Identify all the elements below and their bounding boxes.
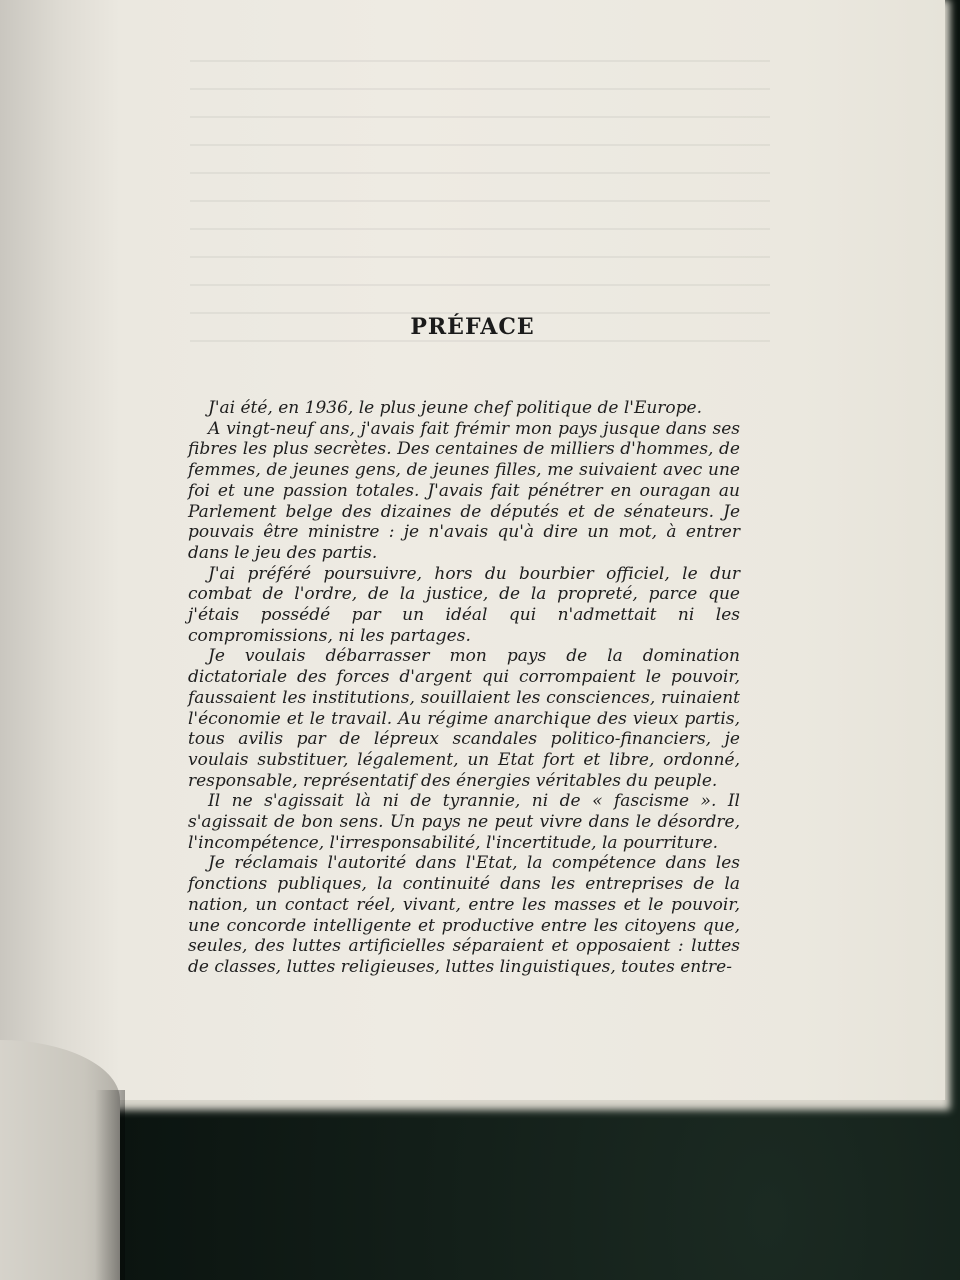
paragraph: Il ne s'agissait là ni de tyrannie, ni de « fascisme ». Il s'agissait de bon sens. Un pays ne peut vivre dans le désordre, l'incompétence, l'irresponsabilité, l'incertitude, la pourriture.	[188, 791, 740, 853]
paragraph: J'ai préféré poursuivre, hors du bourbier officiel, le dur combat de l'ordre, de la justice, de la propreté, parce que j'étais possédé par un idéal qui n'admettait ni les compromissions, ni les partages.	[188, 563, 740, 646]
paragraph: Je voulais débarrasser mon pays de la domination dictatoriale des forces d'argent qui corrompaient le pouvoir, faussaient les institutions, souillaient les consciences, ruinaient l'économie et le travail. Au régime anarchique des vieux partis, tous avilis par de lépreux scandales politico-financiers, je voulais substituer, légalement, un Etat fort et libre, ordonné, responsable, représentatif des énergies véritables du peuple.	[188, 646, 740, 791]
paragraph: Je réclamais l'autorité dans l'Etat, la compétence dans les fonctions publiques, la continuité dans les entreprises de la nation, un contact réel, vivant, entre les masses et le pouvoir, une concorde intelligente et productive entre les citoyens que, seules, des luttes artificielles séparaient et opposaient : luttes de classes, luttes religieuses, luttes linguistiques, toutes entre-	[188, 853, 740, 977]
body-text	[188, 398, 740, 978]
page-curl-shadow	[95, 1090, 125, 1280]
paragraph: A vingt-neuf ans, j'avais fait frémir mon pays jusque dans ses fibres les plus secrètes. Des centaines de milliers d'hommes, de femmes, de jeunes gens, de jeunes filles, me suivaient avec une foi et une passion totales. J'avais fait pénétrer en ouragan au Parlement belge des dizaines de députés et de sénateurs. Je pouvais être ministre : je n'avais qu'à dire un mot, à entrer dans le jeu des partis.	[188, 418, 740, 563]
page-title: PRÉFACE	[410, 314, 535, 340]
paragraph: J'ai été, en 1936, le plus jeune chef politique de l'Europe.	[208, 398, 703, 418]
